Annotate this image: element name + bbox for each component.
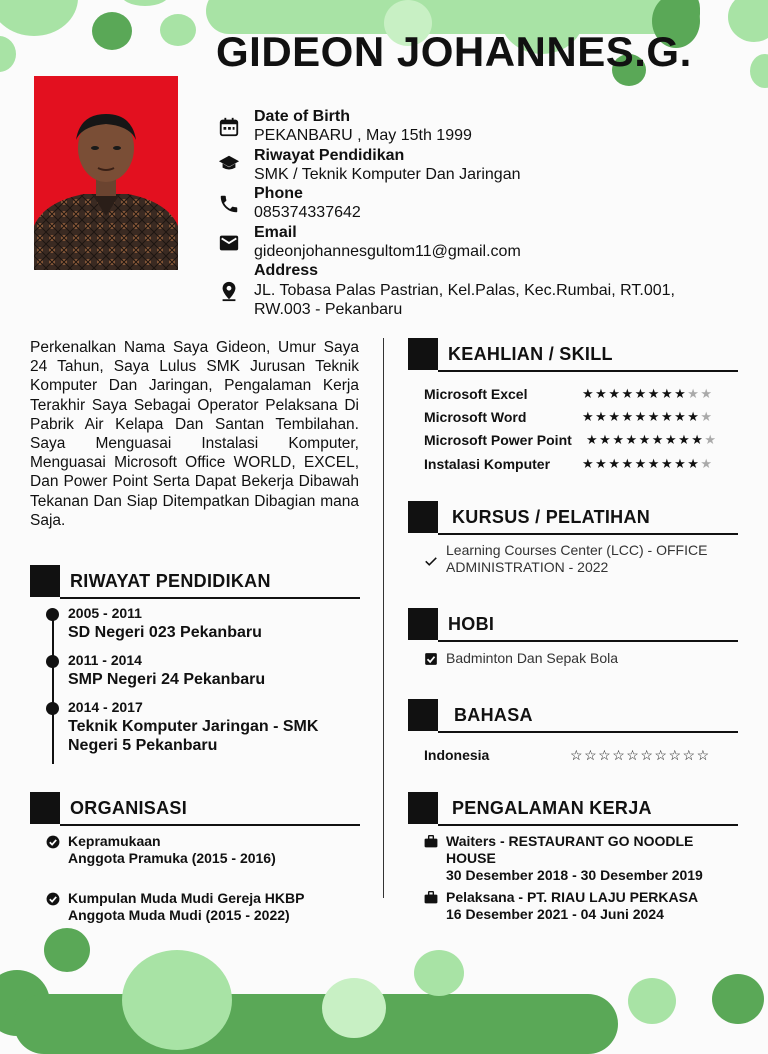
timeline-dot <box>46 702 59 715</box>
organization-item <box>68 890 304 924</box>
star-filled-icon: ★ <box>595 409 609 424</box>
course-item: Learning Courses Center (LCC) - OFFICE ADMINISTRATION - 2022 <box>446 542 708 575</box>
star-filled-icon: ★ <box>647 386 661 401</box>
decor-circle <box>0 36 16 72</box>
experience-position: Waiters - RESTAURANT GO NOODLE HOUSE <box>446 833 694 866</box>
star-filled-icon: ★ <box>647 456 661 471</box>
skills-section-header <box>408 338 738 370</box>
star-filled-icon: ★ <box>651 432 665 447</box>
column-divider <box>383 338 384 898</box>
star-empty-icon: ☆ <box>696 747 711 763</box>
organization-role: Anggota Pramuka (2015 - 2016) <box>68 850 276 866</box>
briefcase-icon <box>424 891 438 904</box>
skill-rating <box>582 456 714 472</box>
language-name: Indonesia <box>424 747 490 763</box>
decor-circle <box>120 0 170 6</box>
about-paragraph: Perkenalkan Nama Saya Gideon, Umur Saya 24 Tahun, Saya Lulus SMK Jurusan Teknik Komputer Dan Jaringan, Pengalaman Kerja Terakhir Saya Sebagai Operator Pelaksana Di Pabrik Air Kelapa Dan Santan Tembilahan. Saya Menguasai Instalasi Komputer, Menguasai Microsoft Office WORLD, EXCEL, Dan Power Point Serta Dapat Bekerja Dibawah Tekanan Dan Siap Ditempatkan Dibagian mana Saja. <box>30 339 359 529</box>
skill-name: Microsoft Word <box>424 409 527 425</box>
decor-circle <box>750 54 768 88</box>
education-school: SD Negeri 023 Pekanbaru <box>68 624 262 641</box>
star-filled-icon: ★ <box>664 432 679 447</box>
education-timeline-line <box>52 612 54 764</box>
section-marker <box>408 338 438 370</box>
info-value: 085374337642 <box>254 204 361 221</box>
star-filled-icon: ★ <box>599 432 613 447</box>
star-empty-icon: ★ <box>700 456 714 471</box>
decor-circle <box>0 0 78 36</box>
star-filled-icon: ★ <box>595 386 609 401</box>
star-empty-icon: ☆ <box>598 747 613 763</box>
education-years: 2014 - 2017 <box>68 699 143 715</box>
section-marker <box>408 792 438 824</box>
info-label: Address <box>254 262 319 279</box>
check-icon <box>424 554 438 568</box>
star-filled-icon: ★ <box>691 432 705 447</box>
skill-name: Microsoft Excel <box>424 386 528 402</box>
star-filled-icon: ★ <box>674 456 688 471</box>
experience-item <box>446 833 746 884</box>
section-title: PENGALAMAN KERJA <box>452 798 652 818</box>
star-filled-icon: ★ <box>621 456 635 471</box>
section-underline <box>438 640 738 642</box>
star-filled-icon: ★ <box>634 386 648 401</box>
experience-position: Pelaksana - PT. RIAU LAJU PERKASA <box>446 889 699 905</box>
section-underline <box>438 824 738 826</box>
section-title: BAHASA <box>454 705 533 725</box>
star-filled-icon: ★ <box>638 432 652 447</box>
skill-name: Instalasi Komputer <box>424 456 551 472</box>
star-empty-icon: ☆ <box>640 747 655 763</box>
info-value: gideonjohannesgultom11@gmail.com <box>254 243 521 260</box>
hobby-section-header <box>408 608 738 640</box>
star-empty-icon: ★ <box>700 409 714 424</box>
skill-name: Microsoft Power Point <box>424 432 572 448</box>
star-empty-icon: ☆ <box>682 747 697 763</box>
education-years: 2011 - 2014 <box>68 652 142 668</box>
star-filled-icon: ★ <box>687 409 701 424</box>
star-filled-icon: ★ <box>660 386 675 401</box>
experience-period: 30 Desember 2018 - 30 Desember 2019 <box>446 867 703 883</box>
courses-section-header <box>408 501 738 533</box>
language-section-header <box>408 699 738 731</box>
star-filled-icon: ★ <box>660 456 675 471</box>
star-filled-icon: ★ <box>612 432 626 447</box>
star-filled-icon: ★ <box>582 386 596 401</box>
decor-circle <box>728 0 768 42</box>
check-circle-icon <box>46 892 60 906</box>
star-filled-icon: ★ <box>634 456 648 471</box>
education-school: SMP Negeri 24 Pekanbaru <box>68 671 266 688</box>
star-filled-icon: ★ <box>621 409 635 424</box>
phone-icon <box>216 193 242 215</box>
check-circle-icon <box>46 835 60 849</box>
info-label: Riwayat Pendidikan <box>254 147 405 164</box>
star-filled-icon: ★ <box>608 409 622 424</box>
skill-rating <box>582 409 714 425</box>
info-education <box>216 147 736 187</box>
star-empty-icon: ☆ <box>570 747 585 763</box>
info-phone <box>216 185 736 225</box>
star-filled-icon: ★ <box>608 386 622 401</box>
star-filled-icon: ★ <box>625 432 639 447</box>
section-title: ORGANISASI <box>70 798 188 818</box>
star-filled-icon: ★ <box>586 432 600 447</box>
star-filled-icon: ★ <box>674 409 688 424</box>
info-email <box>216 224 736 264</box>
star-filled-icon: ★ <box>621 386 635 401</box>
location-icon <box>216 280 242 302</box>
decor-circle <box>322 978 386 1038</box>
section-underline <box>438 731 738 733</box>
decor-circle <box>712 974 764 1024</box>
profile-photo-illustration <box>34 76 178 270</box>
star-empty-icon: ☆ <box>626 747 641 763</box>
star-empty-icon: ★ <box>704 432 718 447</box>
section-marker <box>408 699 438 731</box>
decor-circle <box>44 928 90 972</box>
info-label: Date of Birth <box>254 108 350 125</box>
info-address <box>216 262 736 322</box>
star-empty-icon: ☆ <box>668 747 683 763</box>
star-filled-icon: ★ <box>660 409 675 424</box>
decor-circle <box>160 14 196 46</box>
candidate-name: GIDEON JOHANNES.G. <box>216 28 692 75</box>
briefcase-icon <box>424 835 438 848</box>
calendar-icon <box>216 116 242 138</box>
experience-item <box>446 889 746 923</box>
timeline-dot <box>46 608 59 621</box>
info-label: Email <box>254 224 297 241</box>
star-filled-icon: ★ <box>634 409 648 424</box>
section-underline <box>60 597 360 599</box>
decor-bar <box>14 994 618 1054</box>
star-filled-icon: ★ <box>608 456 622 471</box>
section-marker <box>30 565 60 597</box>
skill-rating <box>582 386 714 402</box>
decor-circle <box>414 950 464 996</box>
graduation-cap-icon <box>216 153 242 175</box>
star-filled-icon: ★ <box>687 456 701 471</box>
hobby-item: Badminton Dan Sepak Bola <box>446 650 618 666</box>
skill-rating <box>586 432 718 448</box>
section-title: HOBI <box>448 614 495 634</box>
checkbox-checked-icon <box>424 652 438 666</box>
experience-section-header <box>408 792 738 824</box>
email-icon <box>216 232 242 254</box>
section-title: KURSUS / PELATIHAN <box>452 507 651 527</box>
organization-name: Kepramukaan <box>68 833 161 849</box>
timeline-dot <box>46 655 59 668</box>
star-empty-icon: ★ <box>700 386 714 401</box>
star-empty-icon: ★ <box>687 386 701 401</box>
star-empty-icon: ☆ <box>612 747 627 763</box>
section-marker <box>408 608 438 640</box>
star-filled-icon: ★ <box>595 456 609 471</box>
star-empty-icon: ☆ <box>654 747 669 763</box>
education-years: 2005 - 2011 <box>68 605 142 621</box>
organization-item <box>68 833 276 867</box>
section-title: RIWAYAT PENDIDIKAN <box>70 571 271 591</box>
info-value: PEKANBARU , May 15th 1999 <box>254 127 472 144</box>
section-marker <box>30 792 60 824</box>
star-filled-icon: ★ <box>674 386 688 401</box>
star-empty-icon: ☆ <box>584 747 599 763</box>
section-underline <box>60 824 360 826</box>
organization-role: Anggota Muda Mudi (2015 - 2022) <box>68 907 290 923</box>
decor-circle <box>92 12 132 50</box>
star-filled-icon: ★ <box>647 409 661 424</box>
info-value: SMK / Teknik Komputer Dan Jaringan <box>254 166 521 183</box>
experience-period: 16 Desember 2021 - 04 Juni 2024 <box>446 906 664 922</box>
section-title: KEAHLIAN / SKILL <box>448 344 613 364</box>
profile-photo <box>34 76 178 270</box>
organization-name: Kumpulan Muda Mudi Gereja HKBP <box>68 890 305 906</box>
decor-circle <box>122 950 232 1050</box>
info-label: Phone <box>254 185 303 202</box>
info-date-of-birth <box>216 108 736 148</box>
star-filled-icon: ★ <box>582 456 596 471</box>
section-marker <box>408 501 438 533</box>
language-rating <box>570 747 711 764</box>
info-value: JL. Tobasa Palas Pastrian, Kel.Palas, Kec.Rumbai, RT.001, RW.003 - Pekanbaru <box>254 282 675 318</box>
education-section-header <box>30 565 360 597</box>
decor-circle <box>628 978 676 1024</box>
section-underline <box>438 533 738 535</box>
star-filled-icon: ★ <box>678 432 692 447</box>
education-school: Teknik Komputer Jaringan - SMK Negeri 5 Pekanbaru <box>68 718 319 754</box>
star-filled-icon: ★ <box>582 409 596 424</box>
organization-section-header <box>30 792 360 824</box>
section-underline <box>438 370 738 372</box>
